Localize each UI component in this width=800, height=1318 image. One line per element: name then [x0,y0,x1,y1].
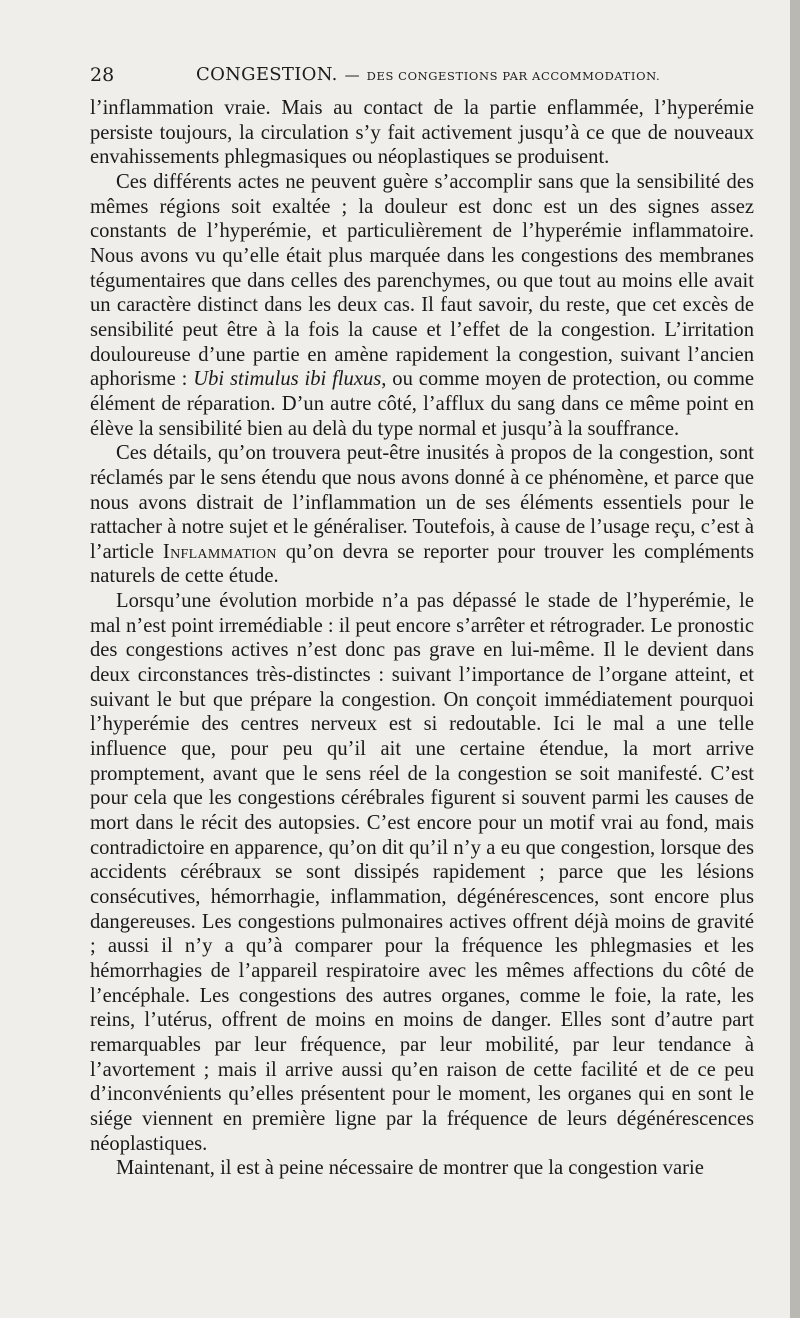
paragraph-3-text-a: Ces détails, qu’on trouvera peut-être inusités à propos de la congestion, sont réclamés par le sens étendu que nous avons donné à ce phénomène, et parce que nous avons distrait de l’inflammation un de ses éléments essentiels pour le rattacher à notre sujet et le généraliser. Toutefois, à cause de l’usage reçu, c’est à l’article [90,442,754,563]
article-reference: Inflammation [162,540,277,563]
paragraph-2 [90,170,754,441]
page-header [90,62,754,90]
paragraph-2-text-b: , ou comme moyen de protection, ou comme élément de réparation. D’un autre côté, l’afflux du sang dans ce même point en élève la sensibilité bien au delà du type normal et jusqu’à la souffrance. [90,368,754,440]
paragraph-3-text-b: qu’on devra se reporter pour trouver les compléments naturels de cette étude. [90,540,754,588]
page-number: 28 [90,64,115,86]
header-separator: — [344,66,360,84]
paragraph-1: l’inflammation vraie. Mais au contact de la partie enflammée, l’hyperémie persiste toujours, la circulation s’y fait activement jusqu’à ce que de nouveaux envahissements phlegmasiques ou néoplastiques se produisent. [90,97,754,169]
paragraph-5: Maintenant, il est à peine nécessaire de montrer que la congestion varie [116,1157,704,1180]
paragraph-4: Lorsqu’une évolution morbide n’a pas dépassé le stade de l’hyperémie, le mal n’est point irremédiable : il peut encore s’arrêter et rétrograder. Le pronostic des congestions actives n’est donc pas grave en lui-même. Il le devient dans deux circonstances très-distinctes : suivant l’importance de l’organe atteint, et suivant le but que prépare la congestion. On conçoit immédiatement pourquoi l’hyperémie des centres nerveux est si redoutable. Ici le mal a une telle influence que, pour peu qu’il ait une certaine étendue, la mort arrive promptement, avant que le sens réel de la congestion se soit manifesté. C’est pour cela que les congestions cérébrales figurent si souvent parmi les causes de mort dans le récit des autopsies. C’est encore pour un motif vrai au fond, mais contradictoire en apparence, qu’on dit qu’il n’y a eu que congestion, lorsque des accidents cérébraux se sont dissipés rapidement ; parce que les lésions consécutives, hémorrhagie, inflammation, dégénérescences, sont encore plus dangereuses. Les congestions pulmonaires actives offrent déjà moins de gravité ; aussi il n’y a qu’à comparer pour la fréquence les phlegmasies et les hémorrhagies de l’appareil respiratoire avec les mêmes affections du côté de l’encéphale. Les congestions des autres organes, comme le foie, la rate, les reins, l’utérus, offrent de moins en moins de danger. Elles sont d’autre part remarquables par leur fréquence, par leur mobilité, par leur tendance à l’avortement ; mais il arrive aussi qu’en raison de cette facilité et de ce peu d’inconvénients qu’elles présentent pour le moment, les organes qui en sont le siége viennent en première ligne par la fréquence de leurs dégénérescences néoplastiques. [90,590,754,1155]
paragraph-2-text-a: Ces différents actes ne peuvent guère s’accomplir sans que la sensibilité des mêmes régions soit exaltée ; la douleur est donc est un des signes assez constants de l’hyperémie, et particulièrement de l’hyperémie inflammatoire. Nous avons vu qu’elle était plus marquée dans les congestions des membranes tégumentaires que dans celles des parenchymes, ou que tout au moins elle avait un caractère distinct dans les deux cas. Il faut savoir, du reste, que cet excès de sensibilité peut être à la fois la cause et l’effet de la congestion. L’irritation douloureuse d’une partie en amène rapidement la congestion, suivant l’ancien aphorisme : [90,170,754,391]
running-subtitle: DES CONGESTIONS PAR ACCOMMODATION. [366,69,661,83]
paragraph-3 [90,441,754,589]
page-body [90,96,754,1181]
running-head [196,64,660,85]
running-title: CONGESTION. [196,64,338,85]
latin-aphorism: Ubi stimulus ibi fluxus [193,368,382,391]
